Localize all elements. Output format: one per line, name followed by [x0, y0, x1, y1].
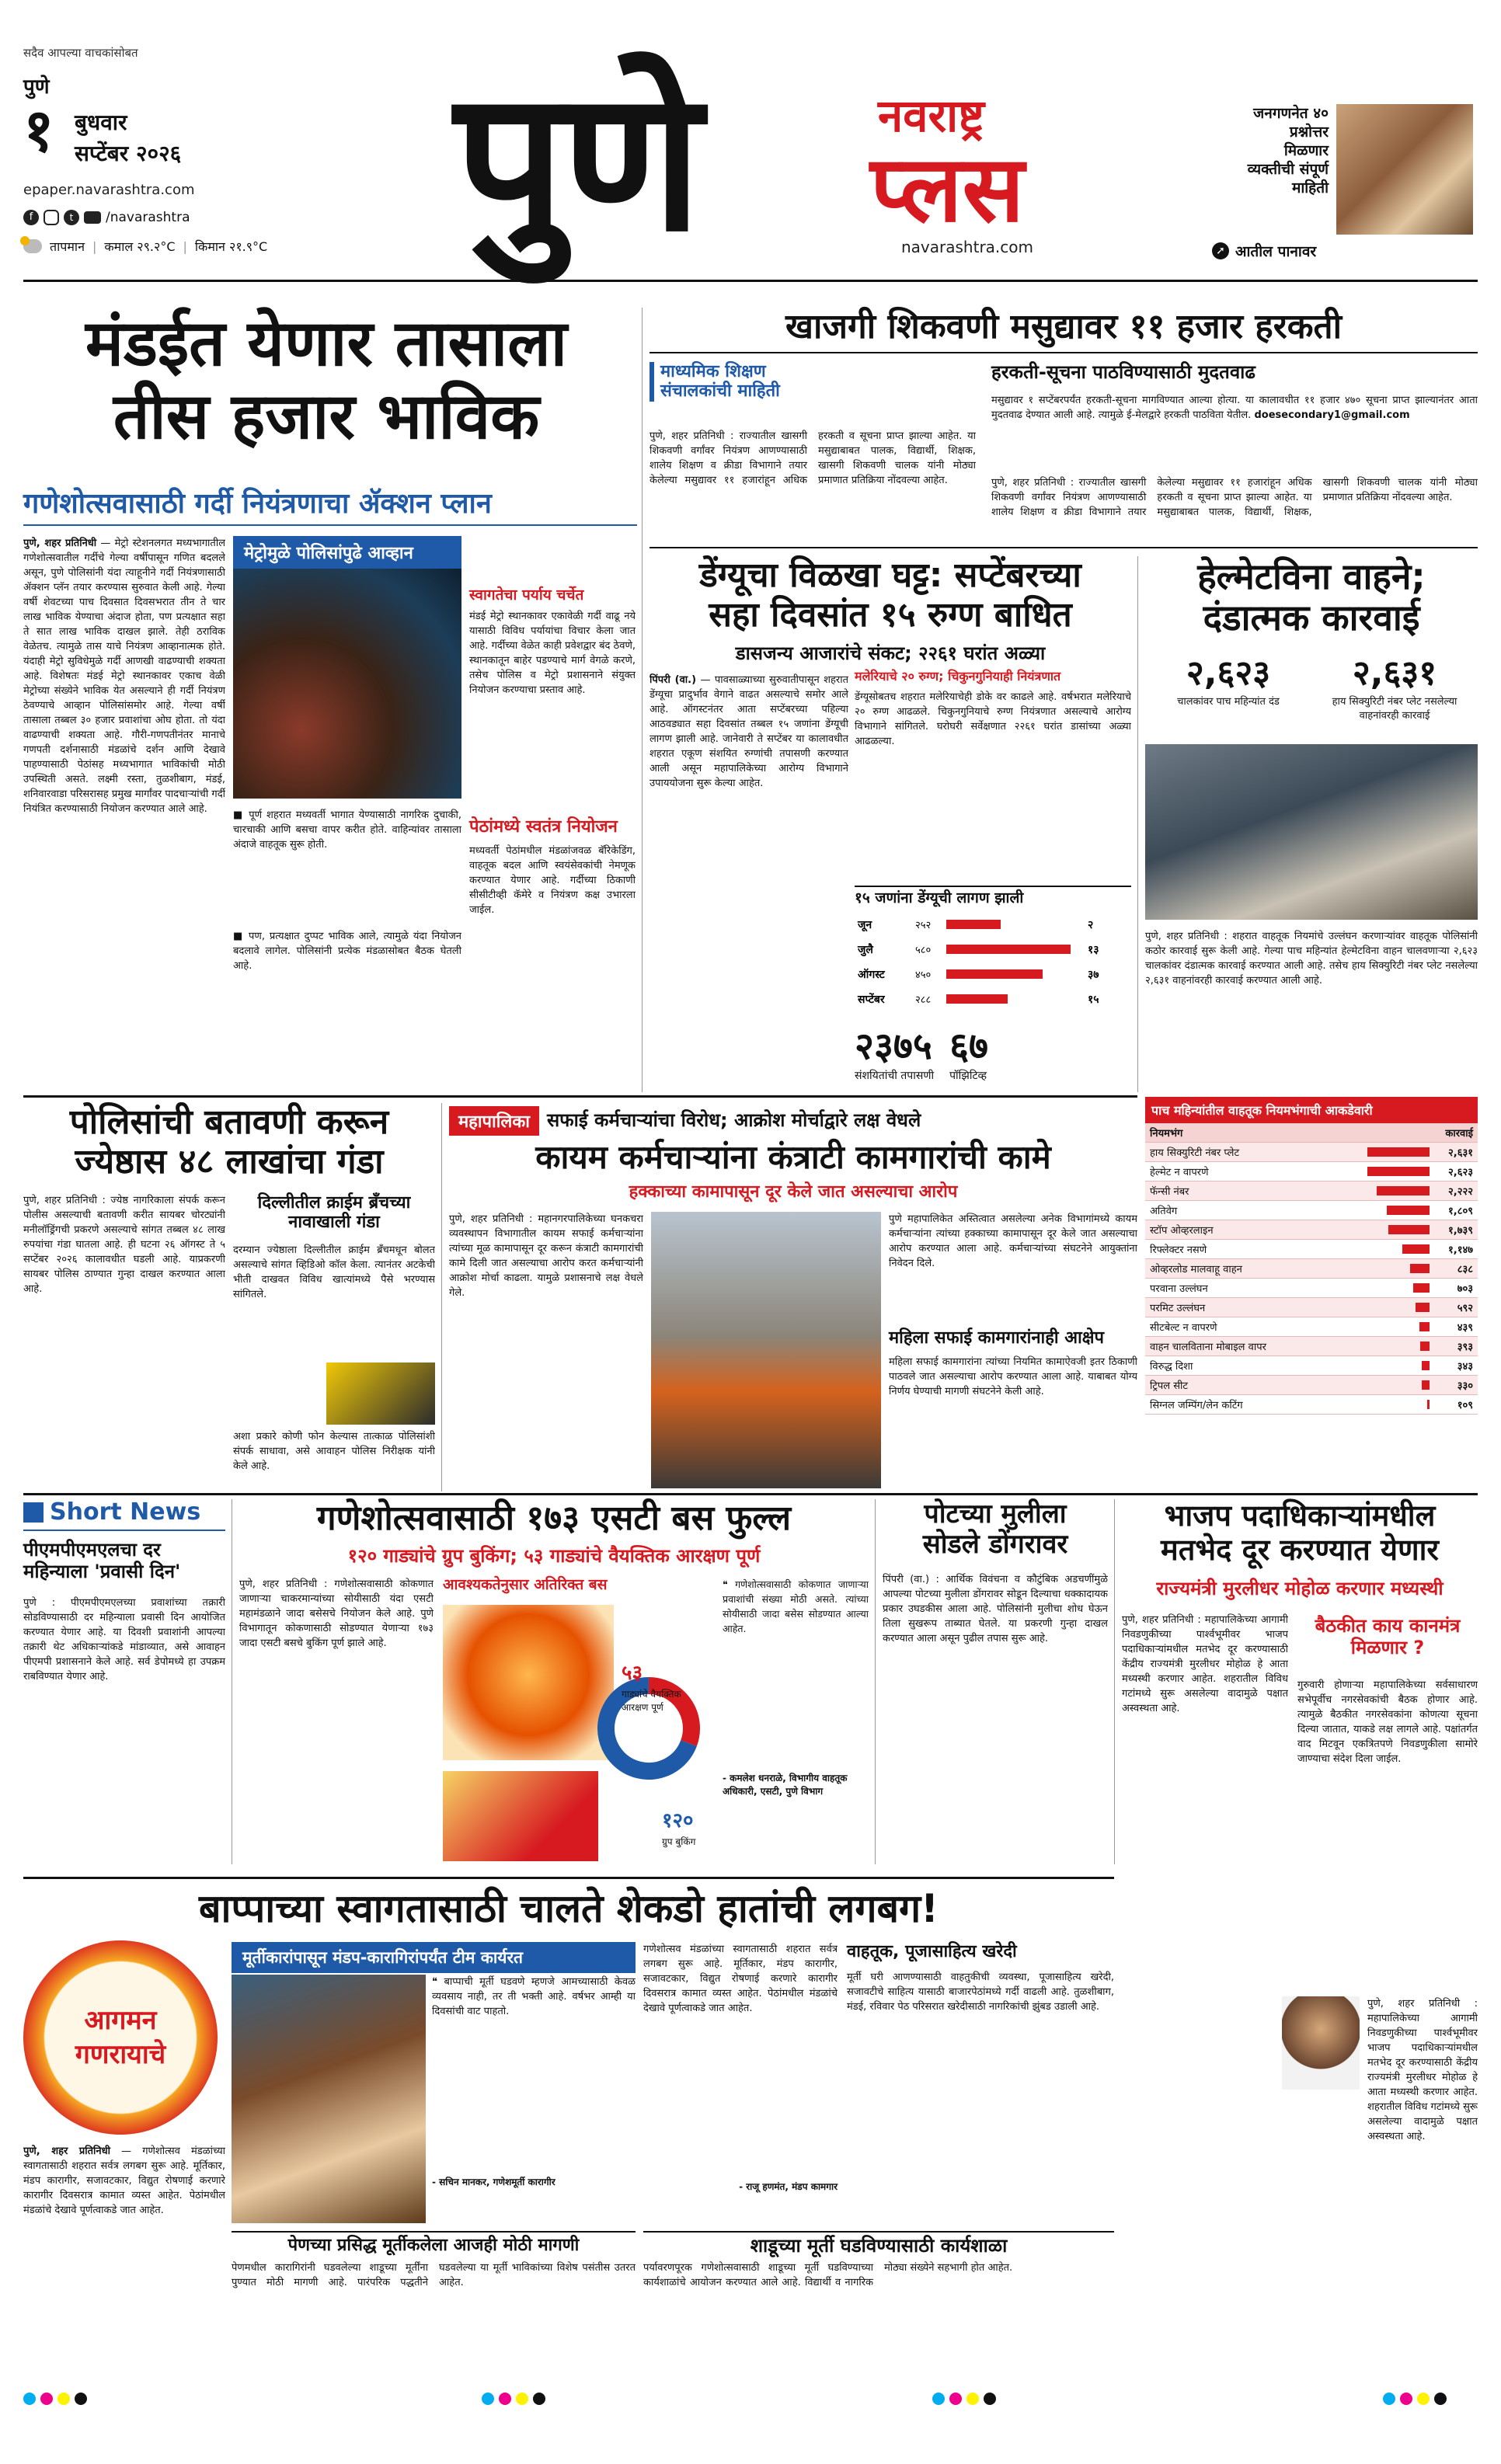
- violation-bar: [1420, 1342, 1430, 1351]
- story10-sub1-head: पेणच्या प्रसिद्ध मूर्तीकलेला आजही मोठी मागणी: [232, 2231, 636, 2255]
- story3-body2: डेंग्यूसोबतच शहरात मलेरियाचेही डोके वर काढले आहे. वर्षभरात मलेरियाचे २० रुग्ण आढळले. चिकुनगुनियाचे रुग्ण नियंत्रणात असल्याचे आरोग्य विभागाने सांगितले. घरोघरी सर्वेक्षणात २२६१ घरांत डासांच्या अळ्या आढळल्या.: [855, 691, 1131, 747]
- weather-row: तापमान | कमाल २९.२°C | किमान २१.९°C: [23, 238, 267, 255]
- masthead-day-number: १: [23, 96, 54, 165]
- brand-main: प्लस: [870, 135, 1025, 242]
- st-stat1-label: गाड्यांचे वैयक्तिक आरक्षण पूर्ण: [622, 1689, 681, 1713]
- violation-bar: [1416, 1303, 1430, 1312]
- story10-col3: गणेशोत्सव मंडळांच्या स्वागतासाठी शहरात सर्वत्र लगबग सुरू आहे. मूर्तिकार, मंडप कारागीर, सजावटकार, विद्युत रोषणाई करणारे कारागीर दिवसरात्र कामात व्यस्त आहेत. पेठांमधील मंडळांचे देखावे पूर्णत्वाकडे जात आहेत.: [643, 1944, 838, 2014]
- table-row: [1145, 1337, 1478, 1356]
- violation-count: १,८०९: [1448, 1206, 1473, 1217]
- story9-body: पुणे, शहर प्रतिनिधी : महापालिकेच्या आगामी निवडणुकीच्या पार्श्वभूमीवर भाजप पदाधिकाऱ्यांमधील मतभेद दूर करण्यासाठी केंद्रीय राज्यमंत्री मुरलीधर मोहोळ हे आता मध्यस्थी करणार आहेत. शहरातील विविध गटांमध्ये सुरू असलेल्या वादामुळे पक्षात अस्वस्थता आहे.: [1122, 1614, 1288, 1714]
- traffic-violations-table: [1145, 1097, 1478, 1415]
- youtube-icon[interactable]: [84, 211, 101, 224]
- arrow-icon: ➚: [1212, 242, 1229, 259]
- story3-headline-line2: सहा दिवसांत १५ रुग्ण बाधित: [709, 594, 1072, 635]
- story1-headline-line1: मंडईत येणार तासाला: [85, 307, 568, 381]
- story6-body: पुणे, शहर प्रतिनिधी : महानगरपालिकेच्या घनकचरा व्यवस्थापन विभागातील कायम सफाई कर्मचाऱ्यांना त्यांच्या मूळ कामापासून दूर करून कंत्राटी कामगारांची कामे दिली जात असल्याचा आरोप करत कर्मचाऱ्यांनी आक्रोश मोर्चा काढला. यामुळे प्रशासनाचे लक्ष वेधले गेले.: [449, 1213, 643, 1299]
- dengue-total-tests: २३७५: [855, 1024, 932, 1068]
- violation-bar: [1402, 1244, 1430, 1254]
- violation-name: फॅन्सी नंबर: [1150, 1186, 1189, 1198]
- table-row: [1145, 1143, 1478, 1162]
- story10-body-text: गणेशोत्सव मंडळांच्या स्वागतासाठी शहरात सर्वत्र लगबग सुरू आहे. मूर्तिकार, मंडप कारागीर, सजावटकार, विद्युत रोषणाई करणारे कारागीर दिवसरात्र कामात व्यस्त आहेत. पेठांमधील मंडळांचे देखावे पूर्णत्वाकडे जात आहेत.: [23, 2146, 225, 2216]
- story8-headline-line2: सोडले डोंगरावर: [922, 1529, 1068, 1561]
- violation-bar: [1410, 1264, 1430, 1273]
- dengue-chart: [855, 910, 1131, 1019]
- story3-subhead: डासजन्य आजारांचे संकट; २२६१ घरांत अळ्या: [735, 642, 1046, 664]
- table-header-cell: नियमभंग: [1150, 1128, 1183, 1140]
- story1-box-body: मध्यवर्ती पेठांमधील मंडळांजवळ बॅरिकेडिंग, वाहतूक बदल आणि स्वयंसेवकांची नेमणूक करण्यात येणार आहे. गर्दीच्या ठिकाणी सीसीटीव्ही कॅमेरे व नियंत्रण कक्ष उभारला जाईल.: [469, 845, 636, 916]
- sun-cloud-icon: [23, 239, 42, 253]
- story8-headline-line1: पोटच्या मुलीला: [924, 1498, 1067, 1530]
- promo-more-label: आतील पानावर: [1235, 243, 1317, 260]
- promo-more-link[interactable]: [1212, 241, 1316, 261]
- violation-count: १,७३९: [1448, 1225, 1473, 1237]
- dengue-positive-label: ३७: [1088, 968, 1099, 981]
- promo-line: प्रश्नोत्तर: [1289, 124, 1329, 141]
- row-rule: [650, 547, 1478, 548]
- story9-headline-line1: भाजप पदाधिकाऱ्यांमधील: [1164, 1498, 1436, 1533]
- st-stat2: १२०: [662, 1809, 694, 1832]
- story5-side-head: दिल्लीतील क्राईम ब्रँचच्या नावाखाली गंडा: [257, 1193, 411, 1233]
- story9-body2: गुरुवारी होणाऱ्या महापालिकेच्या सर्वसाधारण सभेपूर्वीच नगरसेवकांची बैठक होणार आहे. त्यामुळे बैठकीत नगरसेवकांना कोणत्या सूचना दिल्या जातात, याकडे लक्ष लागले आहे. पक्षांतर्गत वाद मिटवून एकत्रितपणे निवडणुकीला सामोरे जाण्याचा संदेश दिला जाईल.: [1297, 1679, 1478, 1765]
- story2-side-body: [991, 393, 1478, 471]
- story8-headline: [883, 1499, 1108, 1560]
- column-divider: [1137, 556, 1138, 1092]
- dengue-month-label: जून: [858, 918, 872, 931]
- table-row: [1145, 1279, 1478, 1298]
- story9-body3: पुणे, शहर प्रतिनिधी : महापालिकेच्या आगामी निवडणुकीच्या पार्श्वभूमीवर भाजप पदाधिकाऱ्यांमधील मतभेद दूर करण्यासाठी केंद्रीय राज्यमंत्री मुरलीधर मोहोळ हे आता मध्यस्थी करणार आहेत. शहरातील विविध गटांमध्ये सुरू असलेल्या वादामुळे पक्षात अस्वस्थता आहे.: [1367, 1998, 1478, 2142]
- column-divider: [642, 308, 643, 1092]
- violation-name: स्टॉप ओव्हरलाइन: [1150, 1225, 1214, 1237]
- masthead-title: पुणे: [454, 48, 699, 274]
- story9-headline-line2: मतभेद दूर करण्यात येणार: [1161, 1532, 1439, 1567]
- story10-quote-text: बाप्पाची मूर्ती घडवणे म्हणजे आमच्यासाठी केवळ व्यवसाय नाही, तर ती भक्ती आहे. वर्षभर आम्ही या दिवसांची वाट पाहतो.: [432, 1976, 636, 2017]
- print-registration-marks: [482, 2393, 550, 2405]
- dengue-total-tests-label: संशयितांची तपासणी: [855, 1070, 935, 1083]
- story8-body: पिंपरी (वा.) : आर्थिक विवंचना व कौटुंबिक अडचणींमुळे आपल्या पोटच्या मुलीला डोंगरावर सोडून दिल्याचा धक्कादायक प्रकार उघडकीस आला आहे. पोलिसांनी मुलीचा शोध घेऊन तिला सुखरूप ताब्यात घेतले. या प्रकरणी गुन्हा दाखल करण्यात आला असून पुढील तपास सुरू आहे.: [883, 1574, 1108, 1644]
- violation-name: ओव्हरलोड मालवाहू वाहन: [1150, 1264, 1242, 1276]
- number-plate-stat: २,६३१: [1352, 653, 1437, 693]
- story5-body: पुणे, शहर प्रतिनिधी : ज्येष्ठ नागरिकाला संपर्क करून पोलीस असल्याची बतावणी करीत सायबर चोरट्यांनी मनीलॉड्रिंगची प्रकरणे असल्याचे सांगत तब्बल ४८ लाख रुपयांचा गंडा घातला आहे. ही घटना २६ ऑगस्ट ते ५ सप्टेंबर २०२६ कालावधीत घडली आहे. याप्रकरणी सायबर पोलिस ठाण्यात गुन्हा दाखल करण्यात आला आहे.: [23, 1195, 225, 1295]
- column-divider: [875, 1499, 876, 1864]
- promo-box[interactable]: [1196, 104, 1329, 197]
- story1-body-col1: पुणे, शहर प्रतिनिधी — मेट्रो स्टेशनलगत मध्यभागातील गणेशोत्सवातील गर्दीचे गेल्या वर्षीपासून गणित बदलले असून, पुणे पोलिसांनी यंदा त्याहूनीने गर्दी नियंत्रणासाठी ॲक्शन प्लॅन तयार करण्यास सुरुवात केली आहे. गेल्या वर्षी शेवटच्या पाच दिवसात दिवसभरात तीन ते चार लाख भाविक येण्याचा अंदाज होता, पण प्रत्यक्षात सहा ते सात लाख भाविक दाखल झाले. तेही ठराविक वेळेतच. त्यामुळे तास याचे नियंत्रण आव्हानात्मक होते. यंदाही मेट्रो सुविधेमुळे गर्दी आणखी वाढण्याची शक्यता आहे. विशेषतः मंडई मेट्रो स्थानकावर एकाच वेळी मेट्रोच्या संख्येने भाविक येत असल्याने ही गर्दी नियंत्रण ठेवण्याचे आव्हान पोलिसांसमोर आहे. गेल्या वर्षी तासाला तब्बल ३० हजार प्रवाशांचा ओघ होता. तो यंदा वाढण्याची शक्यता आहे. गौरी-गणपतीनंतर मानाचे गणपती दर्शनासाठी मंडळांचे दर्शन आणि देखावे पाहण्यासाठी पेठांसह मध्यभागात भाविकांची मोठी उपस्थिती असते. लक्ष्मी रस्ता, तुळशीबाग, मंडई, शनिवारवाडा परिसरासह प्रमुख मार्गांवर पादचाऱ्यांची गर्दी नियंत्रित करण्यासाठी नियोजन करण्यात आले आहे.: [23, 538, 225, 815]
- story2-side-body-text: मसुद्यावर १ सप्टेंबरपर्यंत हरकती-सूचना मागविण्यात आल्या होत्या. या कालावधीत ११ हजार ४७० सूचना प्राप्त झाल्यानंतर आता मुदतवाढ देण्यात आली आहे. त्यामुळे ई-मेलद्वारे हरकती पाठविता येतील.: [991, 395, 1478, 421]
- table-row: [1145, 1356, 1478, 1376]
- story3-headline-line1: डेंग्यूचा विळखा घट्ट: सप्टेंबरच्या: [699, 555, 1081, 595]
- instagram-icon[interactable]: [44, 210, 59, 225]
- masthead-weekday: बुधवार: [75, 110, 127, 135]
- table-row: [1145, 1298, 1478, 1317]
- story10-quote2-by: - राजू हणमंत, मंडप कामगार: [739, 2181, 838, 2192]
- story3-body: पिंपरी (वा.) — पावसाळ्याच्या सुरुवातीपासून शहरात डेंग्यूचा प्रादुर्भाव वेगाने वाढत असल्याचे समोर आले आहे. ऑगस्टनंतर आता सप्टेंबरच्या पहिल्या आठवड्यात सहा दिवसांत तब्बल १५ जणांना डेंग्यूची लागण झाली आहे. जानेवारी ते सप्टेंबर या कालावधीत शहरात एकूण संशयित रुग्णांची तपासणी करण्यात आली असून महापालिकेच्या आरोग्य विभागाने उपाययोजना सुरू केल्या आहेत.: [650, 674, 848, 789]
- violation-count: १०९: [1457, 1400, 1473, 1411]
- dengue-bar: [946, 945, 1071, 954]
- story3-kicker: मलेरियाचे २० रुग्ण; चिकुनगुनियाही नियंत्रणात: [855, 669, 1061, 684]
- violation-count: ७०३: [1457, 1283, 1473, 1295]
- story4-body: पुणे, शहर प्रतिनिधी : शहरात वाहतूक नियमांचे उल्लंघन करणाऱ्यांवर वाहतूक पोलिसांनी कठोर कारवाई सुरू केली आहे. गेल्या पाच महिन्यांत हेल्मेटविना वाहन चालवणाऱ्या २,६२३ चालकांवर दंडात्मक कारवाई करण्यात आली आहे. तसेच हाय सिक्युरिटी नंबर प्लेट नसलेल्या २,६३१ वाहनांवरही कारवाई करण्यात आली आहे.: [1145, 931, 1478, 987]
- story2-headline: खाजगी शिकवणी मसुद्यावर ११ हजार हरकती: [650, 308, 1478, 353]
- story1-subhead: गणेशोत्सवासाठी गर्दी नियंत्रणाचा ॲक्शन प्लान: [23, 488, 637, 526]
- violation-name: विरुद्ध दिशा: [1150, 1361, 1193, 1373]
- table-row: [1145, 1182, 1478, 1201]
- violation-count: ४३९: [1457, 1322, 1473, 1334]
- story2-body: पुणे, शहर प्रतिनिधी : राज्यातील खासगी शिकवणी वर्गांवर नियंत्रण आणण्यासाठी शालेय शिक्षण व क्रीडा विभागाने तयार केलेल्या मसुद्यावर ११ हजारांहून अधिक हरकती व सूचना प्राप्त झाल्या आहेत. या मसुद्याबाबत पालक, विद्यार्थी, शिक्षक, खासगी शिकवणी चालक यांनी मोठ्या प्रमाणात प्रतिक्रिया नोंदवल्या आहेत.: [650, 430, 976, 486]
- story2-email-link[interactable]: doesecondary1@gmail.com: [1254, 409, 1410, 421]
- table-row: [1145, 1376, 1478, 1395]
- violation-name: परमिट उल्लंघन: [1150, 1303, 1206, 1314]
- print-registration-marks: [932, 2393, 1001, 2405]
- metro-crowd-photo: [233, 569, 461, 799]
- story10-headline: बाप्पाच्या स्वागतासाठी चालते शेकडो हातांची लगबग!: [23, 1877, 1114, 1932]
- aagman-badge-line1: आगमन: [84, 2005, 157, 2036]
- ganesh-idol-photo: [443, 1605, 614, 1760]
- protest-march-photo: [651, 1212, 881, 1488]
- table-row: [1145, 1395, 1478, 1415]
- aagman-badge: [23, 1940, 218, 2135]
- violation-bar: [1413, 1283, 1430, 1293]
- table-row: [1145, 1201, 1478, 1220]
- story1-sidebar-body: मंडई मेट्रो स्थानकावर एकावेळी गर्दी वाढू नये यासाठी विविध पर्यायांचा विचार केला जात आहे. गर्दीच्या वेळेत काही प्रवेशद्वार बंद ठेवणे, स्थानकातून बाहेर पडण्याचे मार्ग वेगळे करणे, तसेच पोलिस व मेट्रो प्रशासनाने संयुक्त नियोजन करण्याचा प्रस्ताव आहे.: [469, 611, 636, 696]
- weather-label: तापमान: [50, 239, 85, 254]
- promo-line: व्यक्तीची संपूर्ण: [1247, 161, 1329, 178]
- story3-dateline: पिंपरी (वा.): [650, 674, 697, 686]
- dengue-positive: ६७: [949, 1024, 988, 1068]
- column-divider: [441, 1103, 442, 1491]
- violation-bar: [1377, 1186, 1430, 1195]
- traffic-police-photo: [1145, 744, 1478, 920]
- table-row: [1145, 1220, 1478, 1240]
- st-stat1: ५३: [622, 1662, 643, 1685]
- violation-bar: [1367, 1147, 1430, 1157]
- story2-side-head: हरकती-सूचना पाठविण्यासाठी मुदतवाढ: [991, 361, 1255, 383]
- helmet-stat-label: चालकांवर पाच महिन्यांत दंड: [1177, 695, 1280, 708]
- story4-headline-line1: हेल्मेटविना वाहने;: [1197, 555, 1426, 597]
- violation-bar: [1367, 1167, 1430, 1176]
- social-row: [23, 210, 190, 225]
- story6-headline: कायम कर्मचाऱ्यांना कंत्राटी कामगारांची कामे: [535, 1138, 1051, 1176]
- story4-stats: [1145, 654, 1478, 722]
- dengue-bar: [946, 994, 1008, 1004]
- table-body: [1145, 1143, 1478, 1415]
- story10-sub1-body: पेणमधील कारागिरांनी घडवलेल्या शाडूच्या मूर्तींना पुण्यात मोठी मागणी आहे. पारंपरिक पद्धतीने घडवलेल्या या मूर्ती भाविकांच्या विशेष पसंतीस उतरत आहेत.: [232, 2262, 636, 2288]
- story4-headline: [1145, 556, 1478, 639]
- violation-count: ३४३: [1457, 1361, 1473, 1373]
- violation-count: ५९२: [1457, 1303, 1473, 1314]
- table-title: पाच महिन्यांतील वाहतूक नियमभंगाची आकडेवारी: [1145, 1097, 1478, 1123]
- story5-headline-line1: पोलिसांची बतावणी करून: [69, 1102, 389, 1142]
- number-plate-stat-label: हाय सिक्युरिटी नंबर प्लेट नसलेल्या वाहनांवरही कारवाई: [1332, 695, 1457, 722]
- violation-name: सीटबेल्ट न वापरणे: [1150, 1322, 1217, 1334]
- twitter-icon[interactable]: t: [64, 210, 79, 225]
- dengue-month-label: सप्टेंबर: [858, 993, 885, 1006]
- short-news-body: पुणे : पीएमपीएमएलच्या प्रवाशांच्या तक्रारी सोडविण्यासाठी दर महिन्याला प्रवासी दिन आयोजित करण्यात येणार आहे. या दिवशी प्रवाशांनी आपल्या तक्रारी थेट अधिकाऱ्यांकडे मांडाव्यात, असे आवाहन पीएमपी प्रशासनाने केले आहे. सर्व डेपोमध्ये हा उपक्रम राबविण्यात येणार आहे.: [23, 1597, 225, 1683]
- story6-kicker-row: [449, 1106, 1137, 1136]
- print-registration-marks: [1383, 2393, 1451, 2405]
- violation-count: १,१४७: [1448, 1244, 1473, 1256]
- helmet-stat: २,६२३: [1186, 653, 1271, 693]
- violation-name: वाहन चालविताना मोबाइल वापर: [1150, 1342, 1266, 1353]
- table-row: [1145, 1317, 1478, 1337]
- violation-name: परवाना उल्लंघन: [1150, 1283, 1208, 1295]
- dengue-bar: [946, 969, 1043, 979]
- story1-headline-line2: तीस हजार भाविक: [113, 380, 540, 454]
- violation-bar: [1388, 1225, 1430, 1234]
- story6-tag: महापालिका: [449, 1106, 539, 1136]
- promo-line: माहिती: [1291, 179, 1329, 197]
- violation-count: ३९३: [1457, 1342, 1473, 1353]
- story9-side-head: बैठकीत काय कानमंत्र मिळणार ?: [1315, 1615, 1461, 1658]
- story1-sidebar-head: स्वागतेचा पर्याय चर्चेत: [469, 586, 584, 604]
- story1-bullet2-text: पण, प्रत्यक्षात दुप्पट भाविक आले, त्यामुळे यंदा नियोजन बदलावे लागेल. पोलिसांनी प्रत्येक मंडळासोबत बैठक घेतली आहे.: [233, 931, 461, 972]
- story7-quote-text: गणेशोत्सवासाठी कोकणात जाणाऱ्या प्रवाशांची संख्या मोठी असते. त्यांच्या सोयीसाठी जादा बसेस सोडण्यात आल्या आहेत.: [723, 1578, 869, 1634]
- story1-bullet1: ■ पूर्ण शहरात मध्यवर्ती भागात येण्यासाठी नागरिक दुचाकी, चारचाकी आणि बसचा वापर करीत होते. वाहिन्यांवर तासाला अंदाजे वाहतूक सुरू होती.: [233, 809, 461, 851]
- dengue-suspected-label: ४५०: [915, 969, 932, 981]
- violation-name: ट्रिपल सीट: [1150, 1380, 1188, 1392]
- story6-box-body: महिला सफाई कामगारांना त्यांच्या नियमित कामाऐवजी इतर ठिकाणी पाठवले जात असल्याचा आरोप करण्यात आला आहे. याबाबत योग्य निर्णय घेण्याची मागणी संघटनेने केली आहे.: [889, 1356, 1137, 1397]
- story1-photo-caption: मेट्रोमुळे पोलिसांपुढे आव्हान: [233, 536, 461, 569]
- min-temperature: किमान २१.९°C: [194, 239, 268, 254]
- story7-headline: गणेशोत्सवासाठी १७३ एसटी बस फुल्ल: [316, 1498, 792, 1538]
- row-rule: [23, 1095, 1137, 1098]
- dengue-infographic: [855, 886, 1131, 1088]
- dengue-positive-label: १५: [1088, 993, 1099, 1006]
- story2-kicker: माध्यमिक शिक्षण संचालकांची माहिती: [650, 362, 813, 402]
- masthead-epaper-link[interactable]: epaper.navarashtra.com: [23, 182, 195, 198]
- story1-bullet1-text: पूर्ण शहरात मध्यवर्ती भागात येण्यासाठी नागरिक दुचाकी, चारचाकी आणि बसचा वापर करीत होते. वाहिन्यांवर तासाला अंदाजे वाहतूक सुरू होती.: [233, 809, 461, 851]
- story7-quote-by: - कमलेश धनराळे, विभागीय वाहतूक अधिकारी, एसटी, पुणे विभाग: [723, 1773, 848, 1797]
- story1-box-head: पेठांमध्ये स्वतंत्र नियोजन: [469, 817, 618, 837]
- story6-box-head: महिला सफाई कामगारांनाही आक्षेप: [889, 1328, 1105, 1348]
- story3-headline: [650, 556, 1131, 635]
- violation-bar: [1387, 1206, 1430, 1215]
- story10-side-body: मूर्ती घरी आणण्यासाठी वाहतुकीची व्यवस्था, पूजासाहित्य खरेदी, सजावटीचे साहित्य यासाठी बाजारपेठांमध्ये गर्दी वाढली आहे. तुळशीबाग, मंडई, रविवार पेठ परिसरात खरेदीसाठी नागरिकांची झुंबड उडाली आहे.: [847, 1972, 1114, 2013]
- story10-sub2-head: शाडूच्या मूर्ती घडविण्यासाठी कार्यशाळा: [643, 2231, 1114, 2257]
- dengue-positive-label: १३: [1088, 943, 1099, 956]
- story3-body-text: पावसाळ्याच्या सुरुवातीपासून शहरात डेंग्यूचा प्रादुर्भाव वेगाने वाढत असल्याचे समोर आले आहे. ऑगस्टनंतर आता सप्टेंबरच्या पहिल्या आठवड्यात सहा दिवसांत तब्बल १५ जणांना डेंग्यूची लागण झाली आहे. जानेवारी ते सप्टेंबर या कालावधीत शहरात एकूण संशयित रुग्णांची तपासणी करण्यात आली असून महापालिकेच्या आरोग्य विभागाने उपाययोजना सुरू केल्या आहेत.: [650, 674, 848, 789]
- table-row: [1145, 1259, 1478, 1279]
- short-news-header: [23, 1499, 225, 1531]
- violation-bar: [1422, 1380, 1430, 1390]
- story7-body: पुणे, शहर प्रतिनिधी : गणेशोत्सवासाठी कोकणात जाणाऱ्या चाकरमान्यांच्या सोयीसाठी यंदा एसटी महामंडळाने जादा बसेसचे नियोजन केले आहे. पुणे विभागातून कोकणासाठी सोडण्यात येणाऱ्या १७३ जादा एसटी बसचे बुकिंग पूर्ण झाले आहे.: [239, 1578, 434, 1649]
- story6-subhead: हक्काच्या कामापासून दूर केले जात असल्याचा आरोप: [629, 1182, 958, 1202]
- violation-name: रिफ्लेक्टर नसणे: [1150, 1244, 1207, 1256]
- dengue-month-label: ऑगस्ट: [858, 968, 885, 981]
- story1-bullet2: ■ पण, प्रत्यक्षात दुप्पट भाविक आले, त्यामुळे यंदा नियोजन बदलावे लागेल. पोलिसांनी प्रत्येक मंडळासोबत बैठक घेतली आहे.: [233, 931, 461, 972]
- violation-count: ३३०: [1457, 1380, 1473, 1392]
- violation-name: सिग्नल जम्पिंग/लेन कटिंग: [1150, 1400, 1243, 1411]
- print-registration-marks: [23, 2393, 92, 2405]
- violation-name: हेल्मेट न वापरणे: [1150, 1167, 1209, 1178]
- table-row: [1145, 1240, 1478, 1259]
- column-divider: [1114, 1499, 1115, 1864]
- story10-banner: मूर्तीकारांपासून मंडप-कारागिरांपर्यंत टीम कार्यरत: [232, 1942, 636, 1973]
- short-news-label: Short News: [50, 1498, 201, 1526]
- violation-name: अतिवेग: [1150, 1206, 1178, 1217]
- cyber-fraud-photo: [326, 1363, 435, 1425]
- story5-foot: अशा प्रकारे कोणी फोन केल्यास तात्काळ पोलिसांशी संपर्क साधावा, असे आवाहन पोलिस निरीक्षक यांनी केले आहे.: [233, 1431, 435, 1472]
- story1-body-a: मेट्रो स्टेशनलगत मध्यभागातील गणेशोत्सवातील गर्दीचे गेल्या वर्षीपासून गणित बदलले असून, पुणे पोलिसांनी यंदा त्याहूनीने गर्दी नियंत्रणासाठी ॲक्शन प्लॅन तयार करण्यास सुरुवात केली आहे. गेल्या वर्षी शेवटच्या पाच दिवसात दिवसभरात तीन ते चार लाख भाविक येण्याचा अंदाज होता, पण प्रत्यक्षात सहा ते सात लाख भाविक दाखल झाले. तेही ठराविक वेळेतच. त्यामुळे तास याचे नियंत्रण आव्हानात्मक होते. यंदाही मेट्रो सुविधेमुळे गर्दी आणखी वाढण्याची शक्यता आहे. विशेषतः मंडई मेट्रो स्थानकावर एकाच वेळी मेट्रोच्या संख्येने भाविक येत असल्याने ही गर्दी नियंत्रण ठेवण्याचे आव्हान पोलिसांसमोर आहे.: [23, 538, 225, 712]
- dengue-bar: [946, 920, 1001, 929]
- masthead-tagline: सदैव आपल्या वाचकांसोबत: [23, 46, 138, 60]
- promo-line: जनगणनेत ४०: [1253, 105, 1329, 122]
- dengue-infographic-title: १५ जणांना डेंग्यूची लागण झाली: [855, 889, 1024, 907]
- st-bus-photo: [443, 1771, 598, 1861]
- masthead-month-year: सप्टेंबर २०२६: [75, 141, 182, 166]
- violation-count: २,६२३: [1448, 1167, 1473, 1178]
- masthead-rule: [23, 280, 1478, 282]
- politician-photo: [1282, 1996, 1360, 2090]
- dengue-suspected-label: २८८: [915, 994, 932, 1006]
- violation-name: हाय सिक्युरिटी नंबर प्लेट: [1150, 1147, 1240, 1159]
- promo-line: मिळणार: [1283, 142, 1329, 159]
- story10-quote: ❝ बाप्पाची मूर्ती घडवणे म्हणजे आमच्यासाठी केवळ व्यवसाय नाही, तर ती भक्ती आहे. वर्षभर आम्ही या दिवसांची वाट पाहतो.: [432, 1976, 636, 2017]
- dengue-positive-label: पॉझिटिव्ह: [949, 1070, 987, 1083]
- story6-kicker: सफाई कर्मचाऱ्यांचा विरोध; आक्रोश मोर्चाद्वारे लक्ष वेधले: [546, 1109, 921, 1132]
- promo-photo: [1336, 104, 1473, 235]
- dengue-suspected-label: ५८०: [915, 944, 932, 956]
- story9-subhead: राज्यमंत्री मुरलीधर मोहोळ करणार मध्यस्थी: [1156, 1578, 1444, 1599]
- story10-side-head: वाहतूक, पूजासाहित्य खरेदी: [847, 1942, 1017, 1961]
- violation-bar: [1419, 1322, 1430, 1331]
- story10-sub2-body: पर्यावरणपूरक गणेशोत्सवासाठी शाडूच्या मूर्ती घडविण्याच्या कार्यशाळांचे आयोजन करण्यात आले आहे. विद्यार्थी व नागरिक मोठ्या संख्येने सहभागी होत आहेत.: [643, 2262, 1013, 2288]
- story10-body: पुणे, शहर प्रतिनिधी — गणेशोत्सव मंडळांच्या स्वागतासाठी शहरात सर्वत्र लगबग सुरू आहे. मूर्तिकार, मंडप कारागीर, सजावटकार, विद्युत रोषणाई करणारे कारागीर दिवसरात्र कामात व्यस्त आहेत. पेठांमधील मंडळांचे देखावे पूर्णत्वाकडे जात आहेत.: [23, 2146, 225, 2216]
- aagman-badge-line2: गणरायाचे: [75, 2039, 166, 2070]
- facebook-icon[interactable]: f: [23, 210, 39, 225]
- story6-body2: पुणे महापालिकेत अस्तित्वात असलेल्या अनेक विभागांमध्ये कायम कर्मचाऱ्यांना त्यांच्या हक्काच्या कामापासून दूर केले जात असल्याचा आरोप करण्यात आला आहे. कर्मचाऱ्यांच्या संघटनेने आयुक्तांना निवेदन दिले.: [889, 1213, 1137, 1269]
- violation-count: २,६३१: [1448, 1147, 1473, 1159]
- short-news-headline: पीएमपीएमएलचा दर महिन्याला 'प्रवासी दिन': [23, 1539, 181, 1582]
- violation-count: २,२२२: [1448, 1186, 1473, 1198]
- table-header-cell: कारवाई: [1445, 1128, 1473, 1140]
- dengue-suspected-label: २५२: [915, 919, 932, 931]
- story5-headline: [23, 1103, 435, 1182]
- violation-count: ८३८: [1457, 1264, 1473, 1276]
- dengue-month-label: जुलै: [858, 943, 873, 956]
- story10-dateline: पुणे, शहर प्रतिनिधी: [23, 2146, 110, 2157]
- story7-box-head: आवश्यकतेनुसार अतिरिक्त बस: [443, 1576, 608, 1593]
- masthead-city: पुणे: [23, 75, 50, 99]
- violation-bar: [1422, 1361, 1430, 1370]
- table-header-row: [1145, 1123, 1478, 1143]
- story1-headline: [31, 308, 622, 454]
- brand-top: नवराष्ट्र: [878, 89, 985, 142]
- story9-headline: [1122, 1499, 1478, 1567]
- dengue-positive-label: २: [1088, 918, 1094, 931]
- story4-headline-line2: दंडात्मक कारवाई: [1203, 596, 1420, 639]
- story5-side-body: दरम्यान ज्येष्ठाला दिल्लीतील क्राईम ब्रँचमधून बोलत असल्याचे सांगत व्हिडिओ कॉल केला. त्यानंतर अटकेची भीती दाखवत विविध खात्यांमध्ये पैसे भरण्यास सांगितले.: [233, 1244, 435, 1300]
- row-rule: [23, 1493, 1478, 1495]
- story10-quote-by: - सचिन मानकर, गणेशमूर्ती कारागीर: [432, 2177, 555, 2187]
- story5-headline-line2: ज्येष्ठास ४८ लाखांचा गंडा: [75, 1141, 384, 1182]
- brand-site: navarashtra.com: [901, 238, 1033, 256]
- social-handle: /navarashtra: [106, 210, 190, 225]
- story2-side-body-cont: पुणे, शहर प्रतिनिधी : राज्यातील खासगी शिकवणी वर्गांवर नियंत्रण आणण्यासाठी शालेय शिक्षण व क्रीडा विभागाने तयार केलेल्या मसुद्यावर ११ हजारांहून अधिक हरकती व सूचना प्राप्त झाल्या आहेत. या मसुद्याबाबत पालक, विद्यार्थी, शिक्षक, खासगी शिकवणी चालक यांनी मोठ्या प्रमाणात प्रतिक्रिया नोंदवल्या आहेत.: [991, 477, 1478, 518]
- violation-bar: [1427, 1400, 1430, 1409]
- story7-quote: ❝ गणेशोत्सवासाठी कोकणात जाणाऱ्या प्रवाशांची संख्या मोठी असते. त्यांच्या सोयीसाठी जादा बसेस सोडण्यात आल्या आहेत.: [723, 1578, 869, 1634]
- table-row: [1145, 1162, 1478, 1182]
- max-temperature: कमाल २९.२°C: [104, 239, 176, 254]
- st-stat2-label: ग्रुप बुकिंग: [662, 1836, 696, 1847]
- story7-subhead: १२० गाड्यांचे ग्रुप बुकिंग; ५३ गाड्यांचे वैयक्तिक आरक्षण पूर्ण: [347, 1545, 761, 1567]
- story1-dateline: पुणे, शहर प्रतिनिधी: [23, 538, 97, 549]
- newspaper-icon: [23, 1502, 44, 1523]
- story1-body-b: गेल्या वर्षी तासाला तब्बल ३० हजार प्रवाशांचा ओघ होता. तो यंदा वाढण्याची शक्यता आहे. गौरी-गणपतीनंतर मानाचे गणपती दर्शनासाठी मंडळांचे दर्शन आणि देखावे पाहण्यासाठी पेठांसह मध्यभागात भाविकांची मोठी उपस्थिती असते. लक्ष्मी रस्ता, तुळशीबाग, मंडई, शनिवारवाडा परिसरासह प्रमुख मार्गांवर पादचाऱ्यांची गर्दी नियंत्रित करण्यासाठी नियोजन करण्यात आले आहे.: [23, 700, 225, 815]
- idol-makers-photo: [232, 1975, 426, 2223]
